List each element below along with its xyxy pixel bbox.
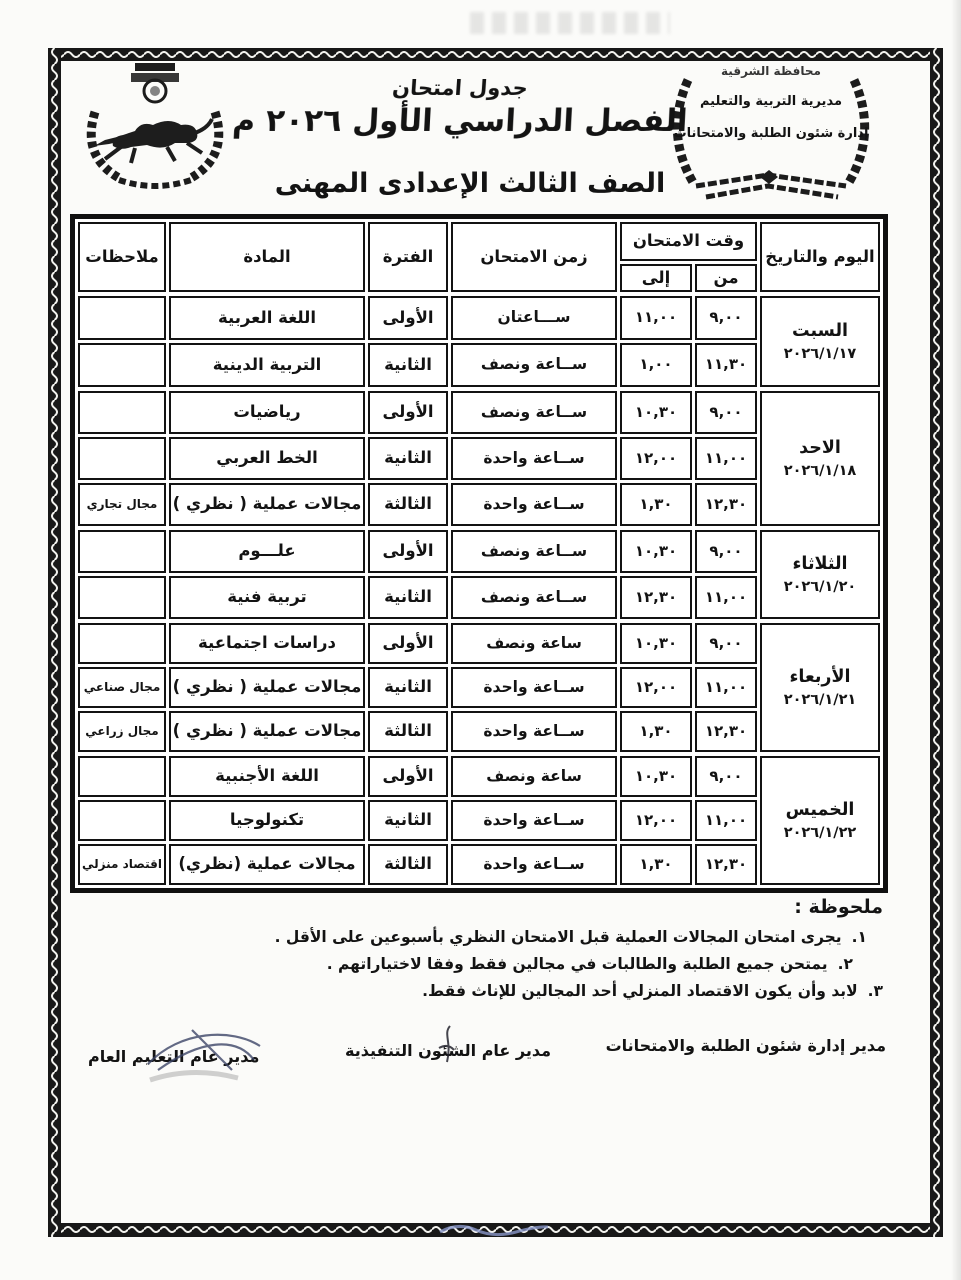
day-name: الثلاثاء (792, 553, 848, 574)
emblem-governorate-line: محافظة الشرقية (721, 64, 821, 78)
duration-cell: ســاعة ونصف (451, 391, 617, 434)
duration-cell: ســاعة واحدة (451, 437, 617, 480)
time-from-cell: ١١,٣٠ (695, 343, 757, 387)
note-number: ٣. (867, 982, 883, 1000)
subject-cell: مجالات عملية ( نظري ) (169, 483, 365, 526)
note-cell: مجال صناعي (78, 667, 166, 708)
emblem-department-line: إدارة شئون الطلبة والامتحانات (673, 126, 869, 141)
signature-general-education-director: مدير عام التعليم العام (88, 1047, 260, 1066)
subject-cell: تكنولوجيا (169, 800, 365, 841)
day-date: ٢٠٢٦/١/١٨ (783, 462, 857, 479)
col-header-from: من (695, 264, 757, 292)
time-from-cell: ١١,٠٠ (695, 800, 757, 841)
subject-cell: رياضيات (169, 391, 365, 434)
time-to-cell: ١,٣٠ (620, 711, 692, 752)
period-cell: الثالثة (368, 844, 448, 885)
duration-cell: ســاعة واحدة (451, 667, 617, 708)
period-cell: الثانية (368, 343, 448, 387)
time-from-cell: ١١,٠٠ (695, 576, 757, 619)
time-to-cell: ١,٣٠ (620, 483, 692, 526)
day-name: السبت (791, 320, 849, 341)
subject-cell: علـــوم (169, 530, 365, 573)
time-to-cell: ١٢,٠٠ (620, 667, 692, 708)
duration-cell: ساعة ونصف (451, 756, 617, 797)
notes-title: ملحوظة : (794, 896, 883, 918)
note-cell: مجال زراعي (78, 711, 166, 752)
note-text: لابد وأن يكون الاقتصاد المنزلي أحد المجالين للإناث فقط. (422, 982, 858, 1000)
day-date: ٢٠٢٦/١/٢٠ (783, 578, 857, 595)
note-text: يمتحن جميع الطلبة والطالبات في مجالين فقط وفقا لاختياراتهم . (326, 955, 828, 973)
time-from-cell: ٩,٠٠ (695, 296, 757, 340)
duration-cell: ســاعة ونصف (451, 530, 617, 573)
time-to-cell: ١٠,٣٠ (620, 530, 692, 573)
exam-schedule-title: جدول امتحان (391, 76, 529, 100)
duration-cell: ساعة ونصف (451, 623, 617, 664)
subject-cell: دراسات اجتماعية (169, 623, 365, 664)
col-header-time: وقت الامتحان (620, 222, 757, 261)
note-number: ١. (851, 928, 867, 946)
signature-executive-affairs-director: مدير عام الشئون التنفيذية (345, 1041, 552, 1060)
time-to-cell: ١,٠٠ (620, 343, 692, 387)
subject-cell: اللغة الأجنبية (169, 756, 365, 797)
duration-cell: ســـاعتان (451, 296, 617, 340)
time-to-cell: ١٠,٣٠ (620, 391, 692, 434)
subject-cell: تربية فنية (169, 576, 365, 619)
time-to-cell: ١٠,٣٠ (620, 756, 692, 797)
time-from-cell: ١٢,٣٠ (695, 711, 757, 752)
semester-title: الفصل الدراسي الأول ٢٠٢٦ م (231, 103, 689, 139)
time-from-cell: ٩,٠٠ (695, 391, 757, 434)
note-text: يجرى امتحان المجالات العملية قبل الامتحان النظري بأسبوعين على الأقل . (274, 928, 842, 946)
emblem-directorate-line: مديرية التربية والتعليم (699, 94, 843, 109)
period-cell: الأولى (368, 756, 448, 797)
day-name: الأربعاء (789, 666, 851, 687)
period-cell: الأولى (368, 530, 448, 573)
grade-title: الصف الثالث الإعدادى المهنى (274, 168, 666, 199)
signature-students-affairs-director: مدير إدارة شئون الطلبة والامتحانات (605, 1036, 886, 1055)
subject-cell: مجالات عملية ( نظري ) (169, 667, 365, 708)
col-header-notes: ملاحظات (78, 222, 166, 292)
day-name: الاحد (799, 437, 841, 458)
subject-cell: اللغة العربية (169, 296, 365, 340)
note-cell: مجال تجاري (78, 483, 166, 526)
col-header-subject: المادة (169, 222, 365, 292)
subject-cell: الخط العربي (169, 437, 365, 480)
day-date: ٢٠٢٦/١/٢٢ (783, 824, 857, 841)
period-cell: الأولى (368, 623, 448, 664)
col-header-day: اليوم والتاريخ (760, 222, 880, 292)
period-cell: الثالثة (368, 711, 448, 752)
period-cell: الثانية (368, 800, 448, 841)
period-cell: الأولى (368, 391, 448, 434)
col-header-period: الفترة (368, 222, 448, 292)
day-name: الخميس (785, 799, 855, 820)
time-to-cell: ١٢,٠٠ (620, 800, 692, 841)
time-from-cell: ٩,٠٠ (695, 530, 757, 573)
duration-cell: ســاعة ونصف (451, 576, 617, 619)
note-number: ٢. (837, 955, 853, 973)
subject-cell: مجالات عملية ( نظري ) (169, 711, 365, 752)
period-cell: الأولى (368, 296, 448, 340)
subject-cell: مجالات عملية (نظري) (169, 844, 365, 885)
period-cell: الثالثة (368, 483, 448, 526)
period-cell: الثانية (368, 576, 448, 619)
period-cell: الثانية (368, 437, 448, 480)
time-from-cell: ٩,٠٠ (695, 623, 757, 664)
time-to-cell: ١١,٠٠ (620, 296, 692, 340)
period-cell: الثانية (368, 667, 448, 708)
time-from-cell: ١١,٠٠ (695, 667, 757, 708)
note-cell: اقتصاد منزلي (78, 844, 166, 885)
time-from-cell: ١١,٠٠ (695, 437, 757, 480)
time-from-cell: ٩,٠٠ (695, 756, 757, 797)
time-from-cell: ١٢,٣٠ (695, 844, 757, 885)
duration-cell: ســاعة واحدة (451, 711, 617, 752)
day-date: ٢٠٢٦/١/١٧ (783, 345, 857, 362)
day-date: ٢٠٢٦/١/٢١ (783, 691, 857, 708)
duration-cell: ســاعة واحدة (451, 800, 617, 841)
col-header-duration: زمن الامتحان (451, 222, 617, 292)
time-from-cell: ١٢,٣٠ (695, 483, 757, 526)
time-to-cell: ١,٣٠ (620, 844, 692, 885)
time-to-cell: ١٠,٣٠ (620, 623, 692, 664)
duration-cell: ســاعة ونصف (451, 343, 617, 387)
col-header-to: إلى (620, 264, 692, 292)
time-to-cell: ١٢,٠٠ (620, 437, 692, 480)
duration-cell: ســاعة واحدة (451, 483, 617, 526)
subject-cell: التربية الدينية (169, 343, 365, 387)
duration-cell: ســاعة واحدة (451, 844, 617, 885)
time-to-cell: ١٢,٣٠ (620, 576, 692, 619)
